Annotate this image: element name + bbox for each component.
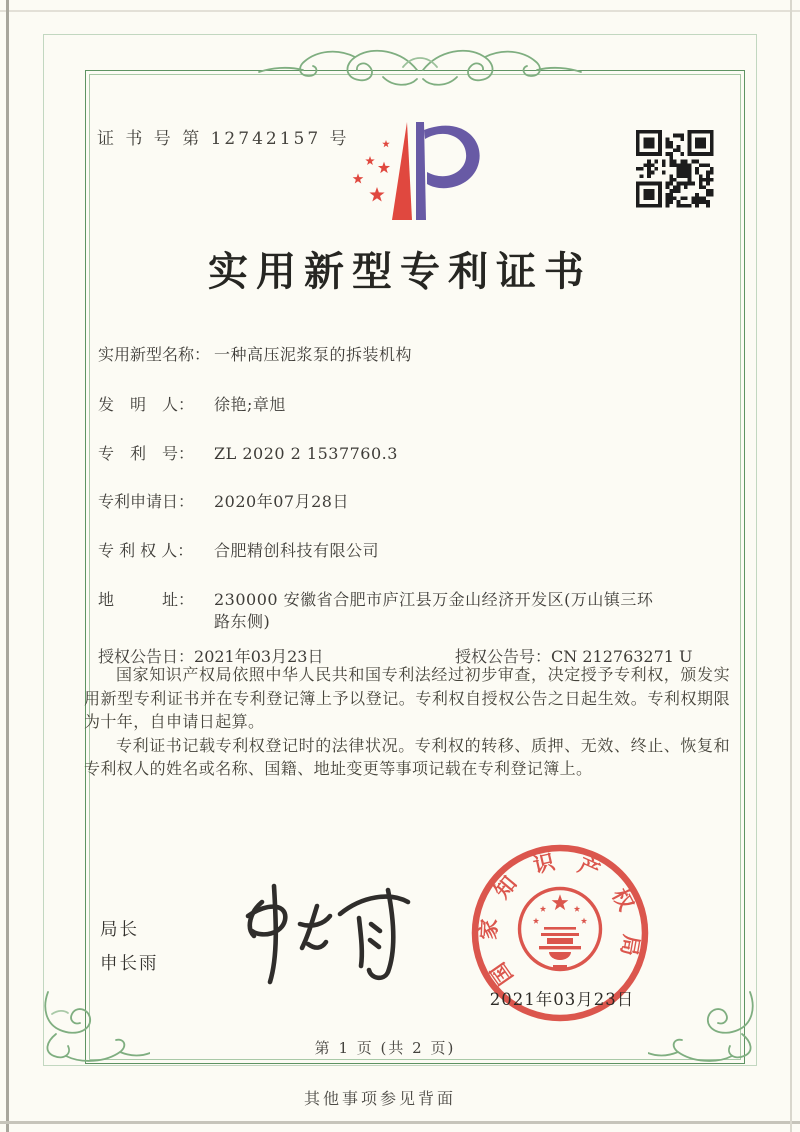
scan-edge-top <box>0 10 800 12</box>
certificate-title: 实用新型专利证书 <box>208 248 592 295</box>
grant-date-value: 2021年03月23日 <box>194 647 324 666</box>
field-value: ZL 2020 2 1537760.3 <box>214 444 398 463</box>
back-note: 其他事项参见背面 <box>303 1089 456 1108</box>
qr-code <box>636 130 714 208</box>
cnipa-logo-icon <box>330 116 500 234</box>
field-label: 发 明 人： <box>98 395 195 414</box>
grant-no-label: 授权公告号： <box>455 647 552 666</box>
seal-char: 国 <box>485 958 518 990</box>
grant-date-label: 授权公告日： <box>98 647 195 666</box>
signer-title: 局长 <box>100 920 139 940</box>
field-row-patentee <box>98 540 718 562</box>
seal-char: 知 <box>488 870 522 904</box>
top-dragon-ornament-icon <box>235 40 605 96</box>
legal-paragraph-2: 专利证书记载专利权登记时的法律状况。专利权的转移、质押、无效、终止、恢复和专利权人的姓名或名称、国籍、地址变更等事项记载在专利登记簿上。 <box>84 735 730 778</box>
certificate-number: 证 书 号 第 12742157 号 <box>97 129 350 149</box>
field-value: 一种高压泥浆泵的拆装机构 <box>214 345 413 364</box>
field-label: 专 利 号： <box>98 444 195 463</box>
field-value: 230000 安徽省合肥市庐江县万金山经济开发区(万山镇三环路东侧) <box>214 590 654 631</box>
national-emblem-icon <box>520 889 601 970</box>
legal-paragraph-1: 国家知识产权局依照中华人民共和国专利法经过初步审查，决定授予专利权，颁发实用新型专利证书并在专利登记簿上予以登记。专利权自授权公告之日起生效。专利权期限为十年，自申请日起算。 <box>84 665 730 731</box>
corner-flourish-bottom-right-icon <box>648 990 762 1070</box>
field-label: 专 利 权 人： <box>98 541 194 560</box>
seal-date: 2021年03月23日 <box>489 990 635 1009</box>
grant-no-value: CN 212763271 U <box>551 647 693 666</box>
field-value: 2020年07月28日 <box>214 492 349 511</box>
seal-char: 局 <box>616 932 645 958</box>
field-row-inventor <box>98 394 718 416</box>
corner-flourish-bottom-left-icon <box>36 990 150 1070</box>
field-label: 实用新型名称： <box>98 345 211 364</box>
scan-edge-right <box>790 0 792 1132</box>
scan-edge-bottom <box>0 1121 800 1124</box>
seal-char: 权 <box>607 884 640 915</box>
signer-name: 申长雨 <box>100 954 159 974</box>
field-label: 地 址： <box>98 590 195 609</box>
scan-edge-left <box>6 0 9 1132</box>
seal-char: 产 <box>574 851 604 884</box>
field-row-address <box>98 589 718 633</box>
legal-text-block <box>84 663 730 781</box>
field-label: 专利申请日： <box>98 492 195 511</box>
handwritten-signature <box>222 876 427 994</box>
field-row-patent-no <box>98 443 718 465</box>
field-value: 徐艳;章旭 <box>214 395 286 414</box>
field-value: 合肥精创科技有限公司 <box>214 541 380 560</box>
seal-char: 家 <box>475 918 502 941</box>
page-number: 第 1 页 (共 2 页) <box>314 1039 456 1057</box>
field-row-filing-date <box>98 491 718 513</box>
field-row-name <box>98 344 718 366</box>
seal-char: 识 <box>530 848 557 878</box>
